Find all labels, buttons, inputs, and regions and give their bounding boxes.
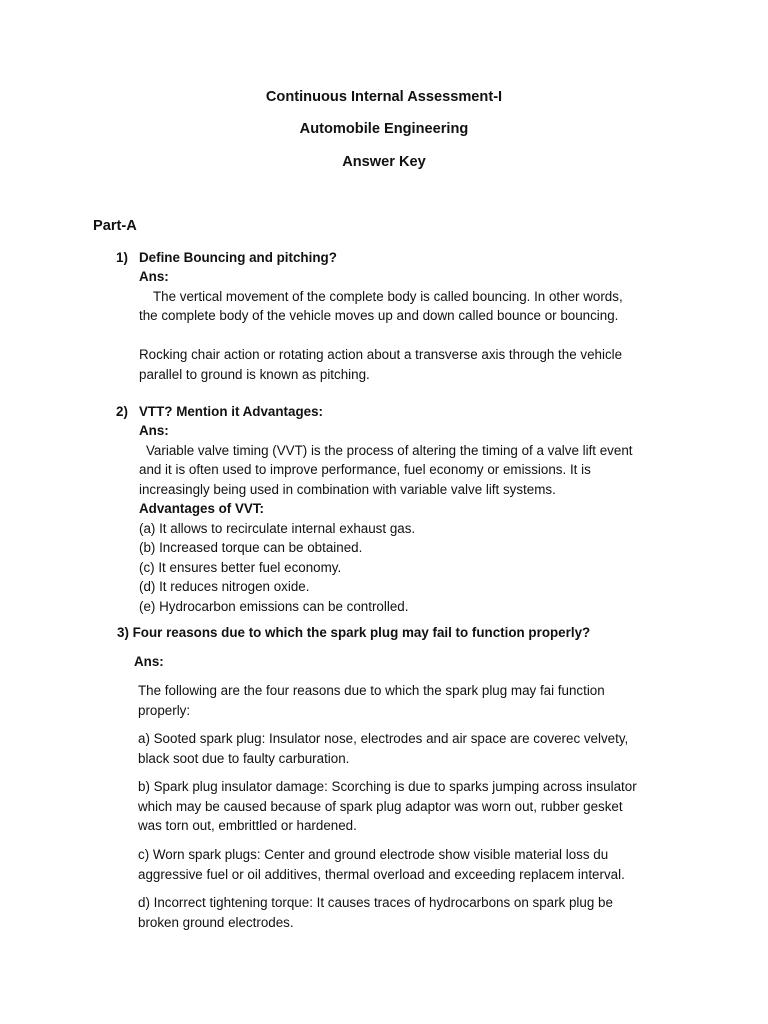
q3-reason-c-line: aggressive fuel or oil additives, thermal overload and exceeding replacem interval.	[138, 866, 625, 882]
q1-number: 1)	[116, 250, 128, 265]
q3-intro-line: The following are the four reasons due to which the spark plug may fai function	[138, 683, 605, 698]
q1-para1-line: the complete body of the vehicle moves up and down called bounce or bouncing.	[139, 308, 619, 323]
q2-advantage-item: (d) It reduces nitrogen oxide.	[139, 579, 310, 594]
q1-question: Define Bouncing and pitching?	[139, 250, 337, 265]
q3-reason-c	[138, 845, 678, 884]
q2-para1-line: Variable valve timing (VVT) is the process of altering the timing of a valve lift event	[146, 442, 633, 458]
q3-reason-a	[138, 729, 678, 768]
q2-ans-label: Ans:	[139, 423, 169, 438]
q3-reason-b-line: b) Spark plug insulator damage: Scorching is due to sparks jumping across insulator	[138, 779, 637, 794]
section-heading: Part-A	[93, 218, 137, 234]
q3-reason-d-line: broken ground electrodes.	[138, 914, 294, 930]
q3-ans-label: Ans:	[134, 654, 164, 669]
q2-advantage-item: (e) Hydrocarbon emissions can be controlled.	[139, 598, 409, 614]
q2-para1-line: increasingly being used in combination with variable valve lift systems.	[139, 481, 556, 497]
doc-subject: Automobile Engineering	[299, 121, 469, 137]
doc-subtitle: Answer Key	[342, 154, 426, 170]
q3-reason-b-line: which may be caused because of spark plug adaptor was worn out, rubber gesket	[138, 798, 623, 814]
q3-reason-b	[138, 777, 678, 836]
q3-reason-d	[138, 893, 678, 932]
q2-answer	[139, 421, 679, 616]
q1-ans-label: Ans:	[139, 269, 169, 284]
q1-answer	[139, 267, 679, 384]
q3-reason-b-line: was torn out, embrittled or hardened.	[138, 818, 357, 833]
q3-reason-d-line: d) Incorrect tightening torque: It causes traces of hydrocarbons on spark plug be	[138, 895, 613, 910]
q3-intro	[138, 681, 678, 720]
q3-reason-a-line: black soot due to faulty carburation.	[138, 750, 350, 766]
doc-title: Continuous Internal Assessment-I	[265, 89, 503, 105]
q2-advantage-item: (a) It allows to recirculate internal exhaust gas.	[139, 520, 416, 536]
q3-question: 3) Four reasons due to which the spark plug may fail to function properly?	[117, 625, 591, 640]
q3-reason-c-line: c) Worn spark plugs: Center and ground electrode show visible material loss du	[138, 847, 609, 862]
q2-number: 2)	[116, 404, 128, 419]
q2-advantages-heading: Advantages of VVT:	[139, 501, 265, 516]
q2-advantage-item: (c) It ensures better fuel economy.	[139, 559, 342, 575]
q1-para2-line: parallel to ground is known as pitching.	[139, 366, 370, 382]
q2-advantage-item: (b) Increased torque can be obtained.	[139, 540, 363, 555]
q1-para2-line: Rocking chair action or rotating action about a transverse axis through the vehicle	[139, 347, 623, 362]
q2-para1-line: and it is often used to improve performance, fuel economy or emissions. It is	[139, 462, 591, 477]
q1-para1-line: The vertical movement of the complete body is called bouncing. In other words,	[153, 288, 623, 304]
q3-intro-line: properly:	[138, 702, 191, 718]
q3-reason-a-line: a) Sooted spark plug: Insulator nose, electrodes and air space are coverec velvety,	[138, 731, 629, 746]
q2-question: VTT? Mention it Advantages:	[139, 404, 323, 419]
